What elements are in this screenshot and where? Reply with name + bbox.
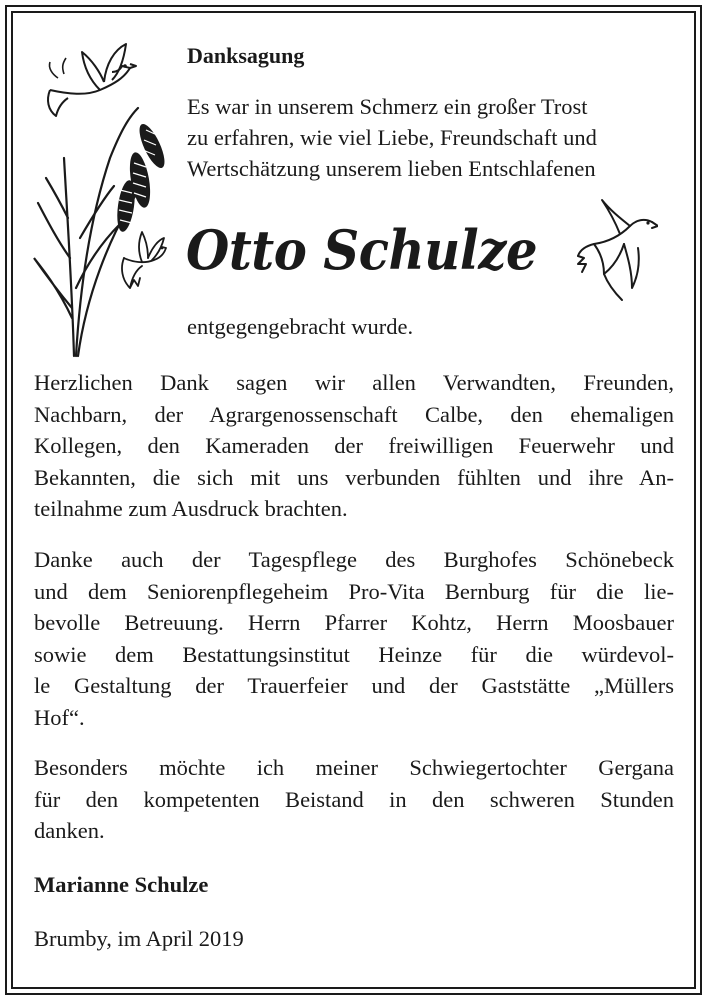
paragraph-line: Nachbarn, der Agrargenossenschaft Calbe, den ehemaligen bbox=[34, 401, 674, 427]
place-date: Brumby, im April 2019 bbox=[34, 926, 244, 951]
paragraph-line: le Gestaltung der Trauerfeier und der Gaststätte „Müllers bbox=[34, 673, 674, 698]
paragraph-line: Bekannten, die sich mit uns verbunden fühlten und ihre An- bbox=[34, 464, 674, 490]
deceased-name: Otto Schulze bbox=[186, 218, 538, 282]
dove-icon bbox=[574, 196, 658, 306]
paragraph-line: Kollegen, den Kameraden der freiwilligen Feuerwehr und bbox=[34, 433, 674, 458]
paragraph-line: Herzlichen Dank sagen wir allen Verwandten, Freunden, bbox=[34, 370, 674, 395]
thanks-paragraph-3 bbox=[34, 752, 674, 847]
thanks-paragraph-1 bbox=[34, 367, 674, 525]
heading: Danksagung bbox=[187, 43, 305, 68]
paragraph-line: sowie dem Bestattungsinstitut Heinze für die würdevol- bbox=[34, 641, 674, 667]
paragraph-line: danken. bbox=[34, 818, 105, 843]
dove-icon bbox=[118, 228, 170, 292]
paragraph-line: Danke auch der Tagespflege des Burghofes Schönebeck bbox=[34, 547, 674, 572]
paragraph-line: bevolle Betreuung. Herrn Pfarrer Kohtz, Herrn Moosbauer bbox=[34, 610, 674, 635]
after-name-text: entgegengebracht wurde. bbox=[187, 314, 414, 339]
intro-line: zu erfahren, wie viel Liebe, Freundschaft und bbox=[187, 125, 597, 150]
intro-text bbox=[187, 91, 679, 184]
intro-line: Es war in unserem Schmerz ein großer Trost bbox=[187, 94, 588, 119]
paragraph-line: für den kompetenten Beistand in den schweren Stunden bbox=[34, 786, 674, 812]
signature: Marianne Schulze bbox=[34, 872, 209, 897]
intro-line: Wertschätzung unserem lieben Entschlafenen bbox=[187, 156, 596, 181]
wheat-with-dove-icon bbox=[28, 38, 178, 358]
paragraph-line: und dem Seniorenpflegeheim Pro-Vita Bernburg für die lie- bbox=[34, 578, 674, 604]
paragraph-line: teilnahme zum Ausdruck brachten. bbox=[34, 496, 348, 521]
paragraph-line: Besonders möchte ich meiner Schwiegertochter Gergana bbox=[34, 755, 674, 780]
thanks-paragraph-2 bbox=[34, 544, 674, 733]
paragraph-line: Hof“. bbox=[34, 704, 85, 730]
